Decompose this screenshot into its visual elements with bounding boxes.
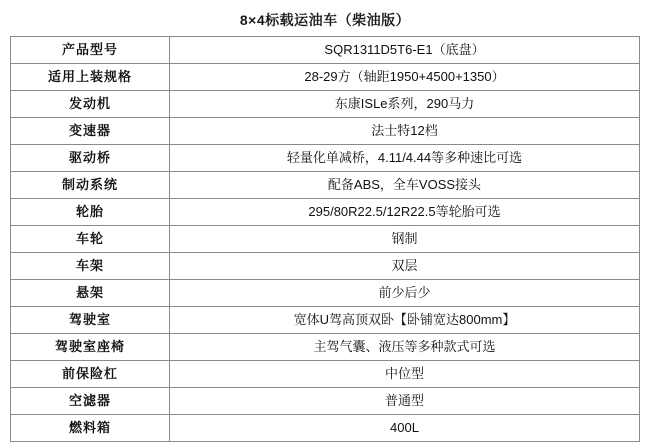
row-value-product-model: SQR1311D5T6-E1（底盘）	[170, 37, 640, 64]
table-row	[11, 307, 640, 334]
table-row	[11, 64, 640, 91]
row-value-wheels: 钢制	[170, 226, 640, 253]
row-value-cab-seat: 主驾气囊、液压等多种款式可选	[170, 334, 640, 361]
table-row	[11, 253, 640, 280]
row-value-transmission: 法士特12档	[170, 118, 640, 145]
row-value-brake-system: 配备ABS，全车VOSS接头	[170, 172, 640, 199]
table-row	[11, 388, 640, 415]
row-value-drive-axle: 轻量化单减桥，4.11/4.44等多种速比可选	[170, 145, 640, 172]
page-title: 8×4标载运油车（柴油版）	[239, 12, 411, 28]
row-label-brake-system: 制动系统	[11, 172, 170, 199]
row-value-air-filter: 普通型	[170, 388, 640, 415]
row-value-suspension: 前少后少	[170, 280, 640, 307]
row-value-cab: 宽体U驾高顶双卧【卧铺宽达800mm】	[170, 307, 640, 334]
table-row	[11, 37, 640, 64]
row-value-fuel-tank: 400L	[170, 415, 640, 442]
row-label-air-filter: 空滤器	[11, 388, 170, 415]
spec-table-body	[11, 37, 640, 442]
table-row	[11, 280, 640, 307]
table-row	[11, 361, 640, 388]
row-label-drive-axle: 驱动桥	[11, 145, 170, 172]
table-row	[11, 334, 640, 361]
row-label-cab: 驾驶室	[11, 307, 170, 334]
row-value-engine: 东康ISLe系列，290马力	[170, 91, 640, 118]
row-label-body-spec: 适用上装规格	[11, 64, 170, 91]
table-row	[11, 145, 640, 172]
row-label-fuel-tank: 燃料箱	[11, 415, 170, 442]
row-label-engine: 发动机	[11, 91, 170, 118]
table-row	[11, 118, 640, 145]
row-label-wheels: 车轮	[11, 226, 170, 253]
table-row	[11, 415, 640, 442]
table-row	[11, 91, 640, 118]
row-value-tires: 295/80R22.5/12R22.5等轮胎可选	[170, 199, 640, 226]
table-row	[11, 226, 640, 253]
row-label-frame: 车架	[11, 253, 170, 280]
row-label-tires: 轮胎	[11, 199, 170, 226]
row-label-suspension: 悬架	[11, 280, 170, 307]
spec-table	[10, 36, 640, 442]
row-value-frame: 双层	[170, 253, 640, 280]
row-value-body-spec: 28-29方（轴距1950+4500+1350）	[170, 64, 640, 91]
row-label-transmission: 变速器	[11, 118, 170, 145]
table-row	[11, 172, 640, 199]
row-value-front-bumper: 中位型	[170, 361, 640, 388]
row-label-front-bumper: 前保险杠	[11, 361, 170, 388]
row-label-cab-seat: 驾驶室座椅	[11, 334, 170, 361]
row-label-product-model: 产品型号	[11, 37, 170, 64]
table-row	[11, 199, 640, 226]
